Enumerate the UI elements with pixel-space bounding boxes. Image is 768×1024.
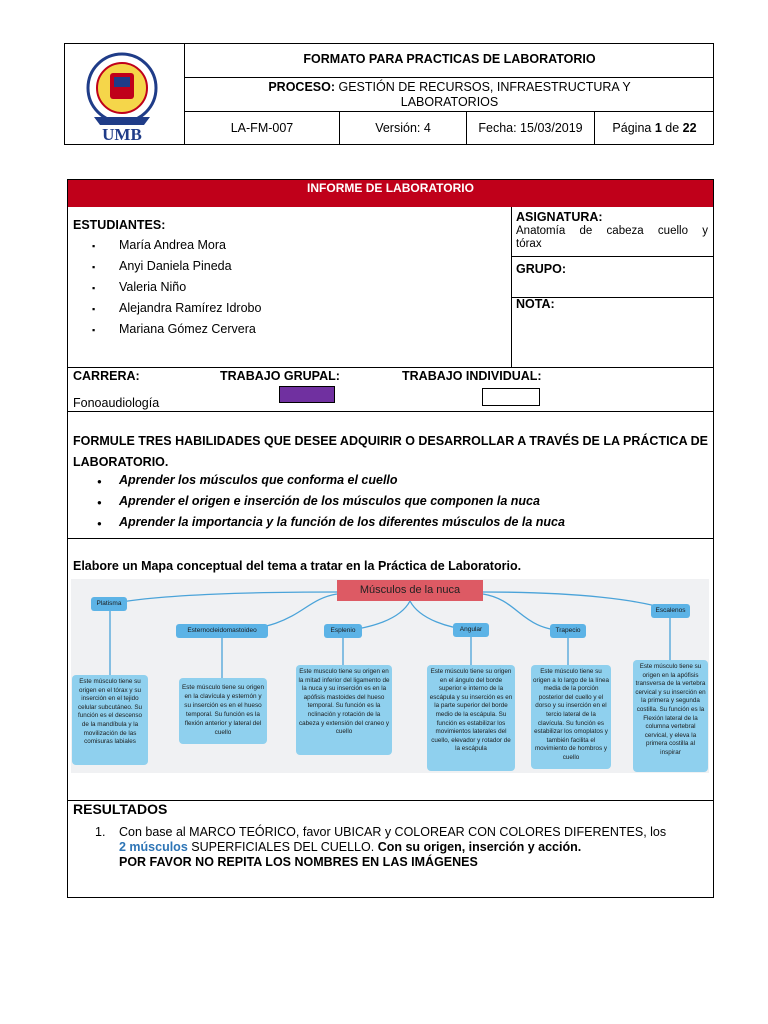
students-label: ESTUDIANTES: xyxy=(73,218,166,232)
individual-work-label: TRABAJO INDIVIDUAL: xyxy=(402,369,542,383)
map-title-node: Músculos de la nuca xyxy=(337,580,483,601)
results-label: RESULTADOS xyxy=(73,801,168,817)
map-node-platisma: Platisma xyxy=(91,597,127,611)
student-item: ▪ María Andrea Mora xyxy=(119,238,226,252)
map-node-trapecio: Trapecio xyxy=(550,624,586,638)
result-item: Con base al MARCO TEÓRICO, favor UBICAR y COLOREAR CON COLORES DIFERENTES, los 2 músculos SUPERFICIALES DEL CUELLO. Con su origen, inserción y acción. POR FAVOR NO REPITA LOS NOMBRES EN LAS IMÁGENES xyxy=(119,825,667,869)
group-label: GRUPO: xyxy=(516,262,566,276)
form-title: FORMATO PARA PRACTICAS DE LABORATORIO xyxy=(303,52,596,66)
map-desc-escalenos: Este músculo tiene su origen en la apófisis transversa de la vertebra cervical y su inserción en la primera y segunda costilla. Su función es la Flexión lateral de la columna vertebral cervical, y eleva la primera costilla al inspirar xyxy=(633,660,708,772)
career-label: CARRERA: xyxy=(73,369,140,383)
map-desc-esternocleidomastoideo: Este músculo tiene su origen en la clavícula y esternón y su inserción es en el hueso temporal. Su función es la flexión anterior y lateral del cuello xyxy=(179,678,267,744)
process-label: PROCESO: xyxy=(268,80,336,94)
subject-value: Anatomía de cabeza cuello y tórax xyxy=(516,225,708,250)
form-version: Versión: 4 xyxy=(375,121,431,135)
student-item: ▪ Valeria Niño xyxy=(119,280,186,294)
map-node-escalenos: Escalenos xyxy=(651,604,690,618)
grade-label: NOTA: xyxy=(516,297,555,311)
map-link xyxy=(483,592,670,610)
result-highlight: 2 músculos xyxy=(119,840,188,854)
career-value: Fonoaudiología xyxy=(73,396,160,410)
report-banner: INFORME DE LABORATORIO xyxy=(68,180,713,207)
result-number: 1. xyxy=(95,825,106,839)
map-desc-esplenio: Este musculo tiene su origen en la mitad inferior del ligamento de la nuca y su inserción es en la apófisis mastoides del hueso temporal. Su función es la nclinación y rotación de la cabeza y extensión del craneo y cuello xyxy=(296,665,392,755)
map-instruction: Elabore un Mapa conceptual del tema a tratar en la Práctica de Laboratorio. xyxy=(73,559,522,573)
process-value: GESTIÓN DE RECURSOS, INFRAESTRUCTURA Y xyxy=(338,80,631,94)
subject-label: ASIGNATURA: xyxy=(516,210,603,224)
map-node-angular: Angular xyxy=(453,623,489,637)
form-code: LA-FM-007 xyxy=(230,121,294,135)
map-link xyxy=(110,592,337,604)
skill-item: ● Aprender los músculos que conforma el cuello xyxy=(119,473,398,487)
map-desc-angular: Este músculo tiene su origen en el ángulo del borde superior e interno de la escápula y su inserción es en la parte superior del borde medio de la escápula. Su función es estabilizar los movimientos laterales del cuello, elevador y rotador de la escápula xyxy=(427,665,515,771)
skill-item: ● Aprender el origen e inserción de los músculos que componen la nuca xyxy=(119,494,540,508)
logo-letters: UMB xyxy=(102,125,142,144)
map-node-esternocleidomastoideo: Esternocleidomastoideo xyxy=(176,624,268,638)
map-node-esplenio: Esplenio xyxy=(324,624,362,638)
group-work-label: TRABAJO GRUPAL: xyxy=(220,369,340,383)
map-desc-trapecio: Este músculo tiene su origen a lo largo de la línea media de la porción posterior del cuello y el dorso y su inserción en el tercio lateral de la clavícula. Su función es estabilizar los omoplatos y también facilita el movimiento de hombros y cuello xyxy=(531,665,611,769)
student-item: ▪ Alejandra Ramírez Idrobo xyxy=(119,301,261,315)
skill-item: ● Aprender la importancia y la función de los diferentes músculos de la nuca xyxy=(119,515,565,529)
skills-heading: FORMULE TRES HABILIDADES QUE DESEE ADQUIRIR O DESARROLLAR A TRAVÉS DE LA PRÁCTICA DE LABORATORIO. xyxy=(73,434,708,469)
student-item: ▪ Anyi Daniela Pineda xyxy=(119,259,232,273)
page-counter: Página 1 de 22 xyxy=(612,121,697,135)
map-desc-platisma: Este músculo tiene su origen en el tórax y su inserción en el tejido celular subcutáneo. Su función es el descenso de la mandíbula y la movilización de las comisuras labiales xyxy=(72,675,148,765)
process-value-2: LABORATORIOS xyxy=(400,95,499,109)
student-item: ▪ Mariana Gómez Cervera xyxy=(119,322,256,336)
form-date: Fecha: 15/03/2019 xyxy=(478,121,583,135)
